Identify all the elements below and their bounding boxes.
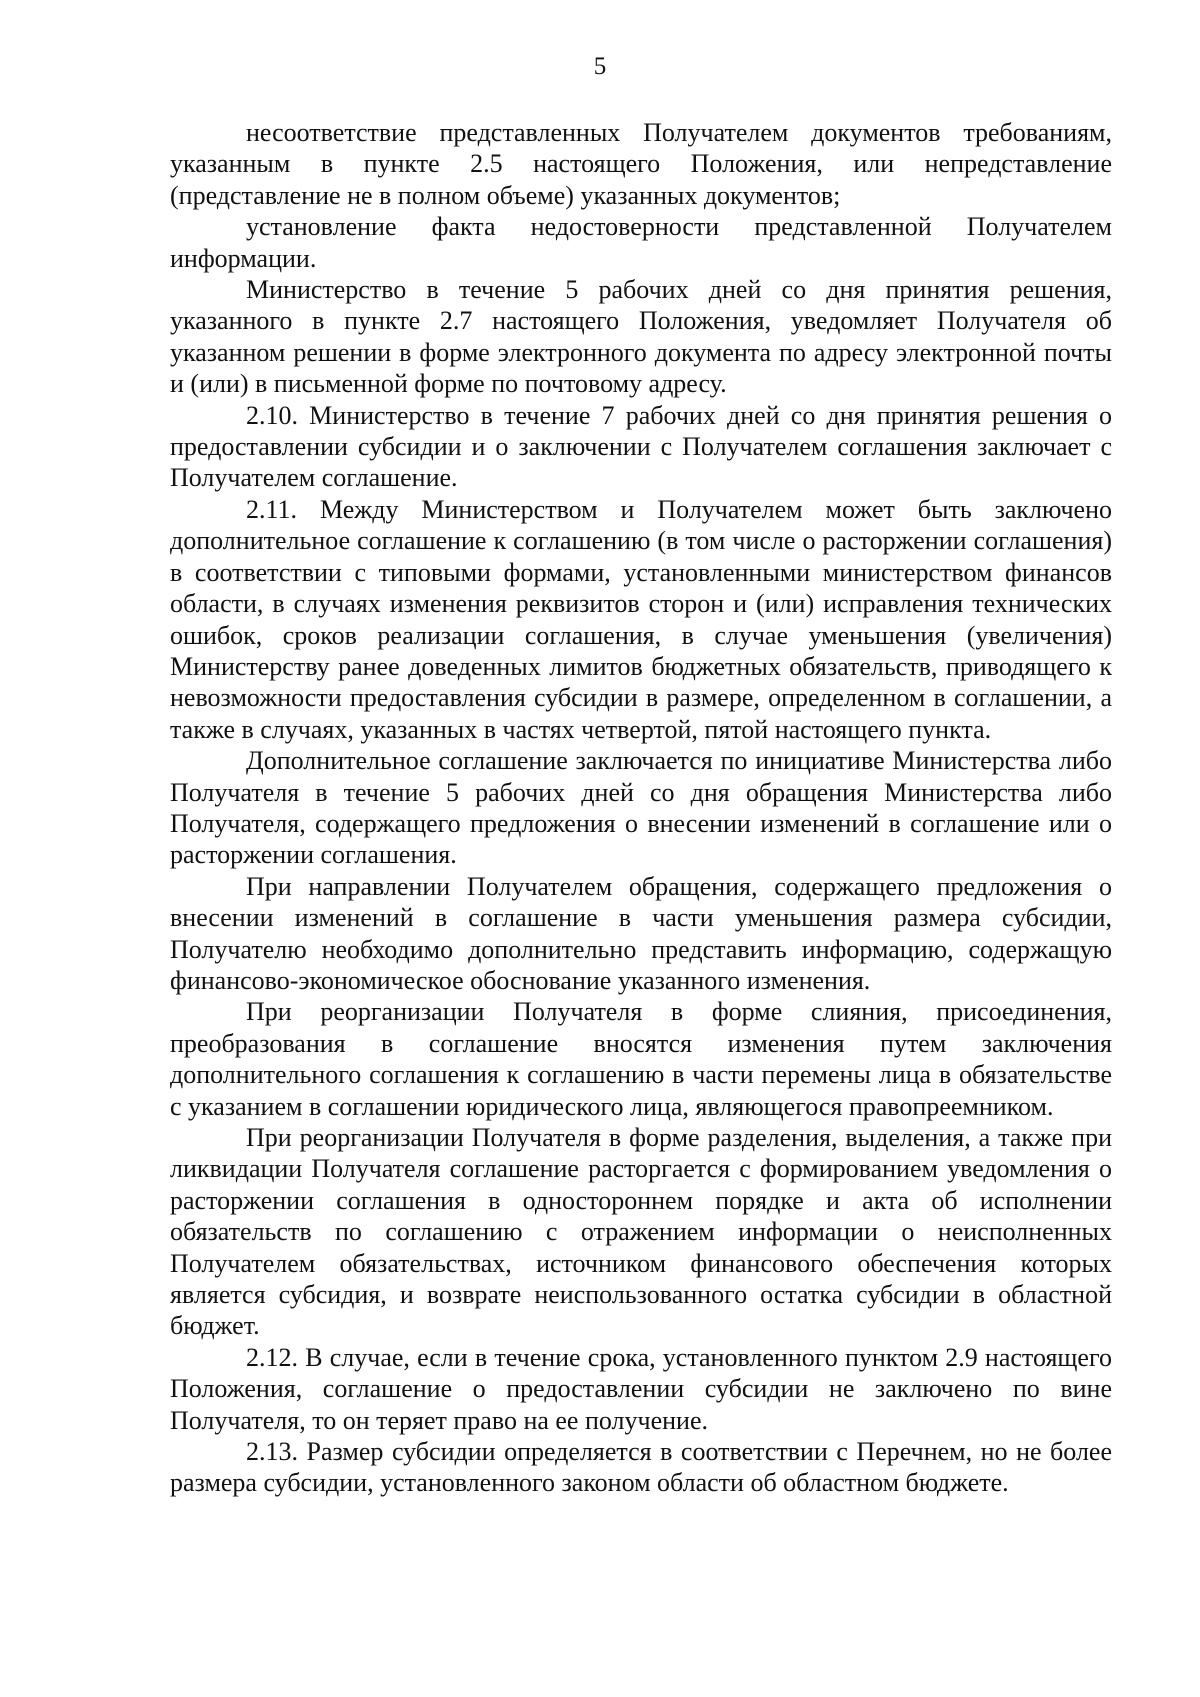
paragraph-unreliable-info: установление факта недостоверности представленной Получателем информации. — [170, 212, 1112, 273]
paragraph-2-10: 2.10. Министерство в течение 7 рабочих дней со дня принятия решения о предоставлении субсидии и о заключении с Получателем соглашения заключает с Получателем соглашение. — [170, 400, 1112, 493]
paragraph-notification: Министерство в течение 5 рабочих дней со дня принятия решения, указанного в пункте 2.7 настоящего Положения, уведомляет Получателя об указанном решении в форме электронного документа по адресу электронной почты и (или) в письменной форме по почтовому адресу. — [170, 275, 1112, 399]
paragraph-2-13: 2.13. Размер субсидии определяется в соответствии с Перечнем, но не более размера субсидии, установленного законом области об областном бюджете. — [170, 1437, 1112, 1498]
paragraph-noncompliance: несоответствие представленных Получателем документов требованиям, указанным в пункте 2.5 настоящего Положения, или непредставление (представление не в полном объеме) указанных документов; — [170, 118, 1112, 210]
paragraph-reorganization-merger: При реорганизации Получателя в форме слияния, присоединения, преобразования в соглашение вносятся изменения путем заключения дополнительного соглашения к соглашению в части перемены лица в обязательстве с указанием в соглашении юридического лица, являющегося правопреемником. — [170, 997, 1112, 1121]
document-body — [170, 117, 1112, 1499]
paragraph-additional-agreement: Дополнительное соглашение заключается по инициативе Министерства либо Получателя в течение 5 рабочих дней со дня обращения Министерства либо Получателя, содержащего предложения о внесении изменений в соглашение или о расторжении соглашения. — [170, 746, 1112, 870]
paragraph-2-12: 2.12. В случае, если в течение срока, установленного пунктом 2.9 настоящего Положения, соглашение о предоставлении субсидии не заключено по вине Получателя, то он теряет право на ее получение. — [170, 1342, 1112, 1435]
paragraph-reduction-request: При направлении Получателем обращения, содержащего предложения о внесении изменений в соглашение в части уменьшения размера субсидии, Получателю необходимо дополнительно представить информацию, содержащую финансово-экономическое обоснование указанного изменения. — [170, 871, 1112, 995]
page-number: 5 — [593, 53, 607, 80]
paragraph-reorganization-division: При реорганизации Получателя в форме разделения, выделения, а также при ликвидации Получателя соглашение расторгается с формированием уведомления о расторжении соглашения в одностороннем порядке и акта об исполнении обязательств по соглашению с отражением информации о неисполненных Получателем обязательствах, источником финансового обеспечения которых является субсидия, и возврате неиспользованного остатка субсидии в областной бюджет. — [170, 1123, 1112, 1341]
paragraph-2-11: 2.11. Между Министерством и Получателем может быть заключено дополнительное соглашение к соглашению (в том числе о расторжении соглашения) в соответствии с типовыми формами, установленными министерством финансов области, в случаях изменения реквизитов сторон и (или) исправления технических ошибок, сроков реализации соглашения, в случае уменьшения (увеличения) Министерству ранее доведенных лимитов бюджетных обязательств, приводящего к невозможности предоставления субсидии в размере, определенном в соглашении, а также в случаях, указанных в частях четвертой, пятой настоящего пункта. — [170, 494, 1112, 744]
